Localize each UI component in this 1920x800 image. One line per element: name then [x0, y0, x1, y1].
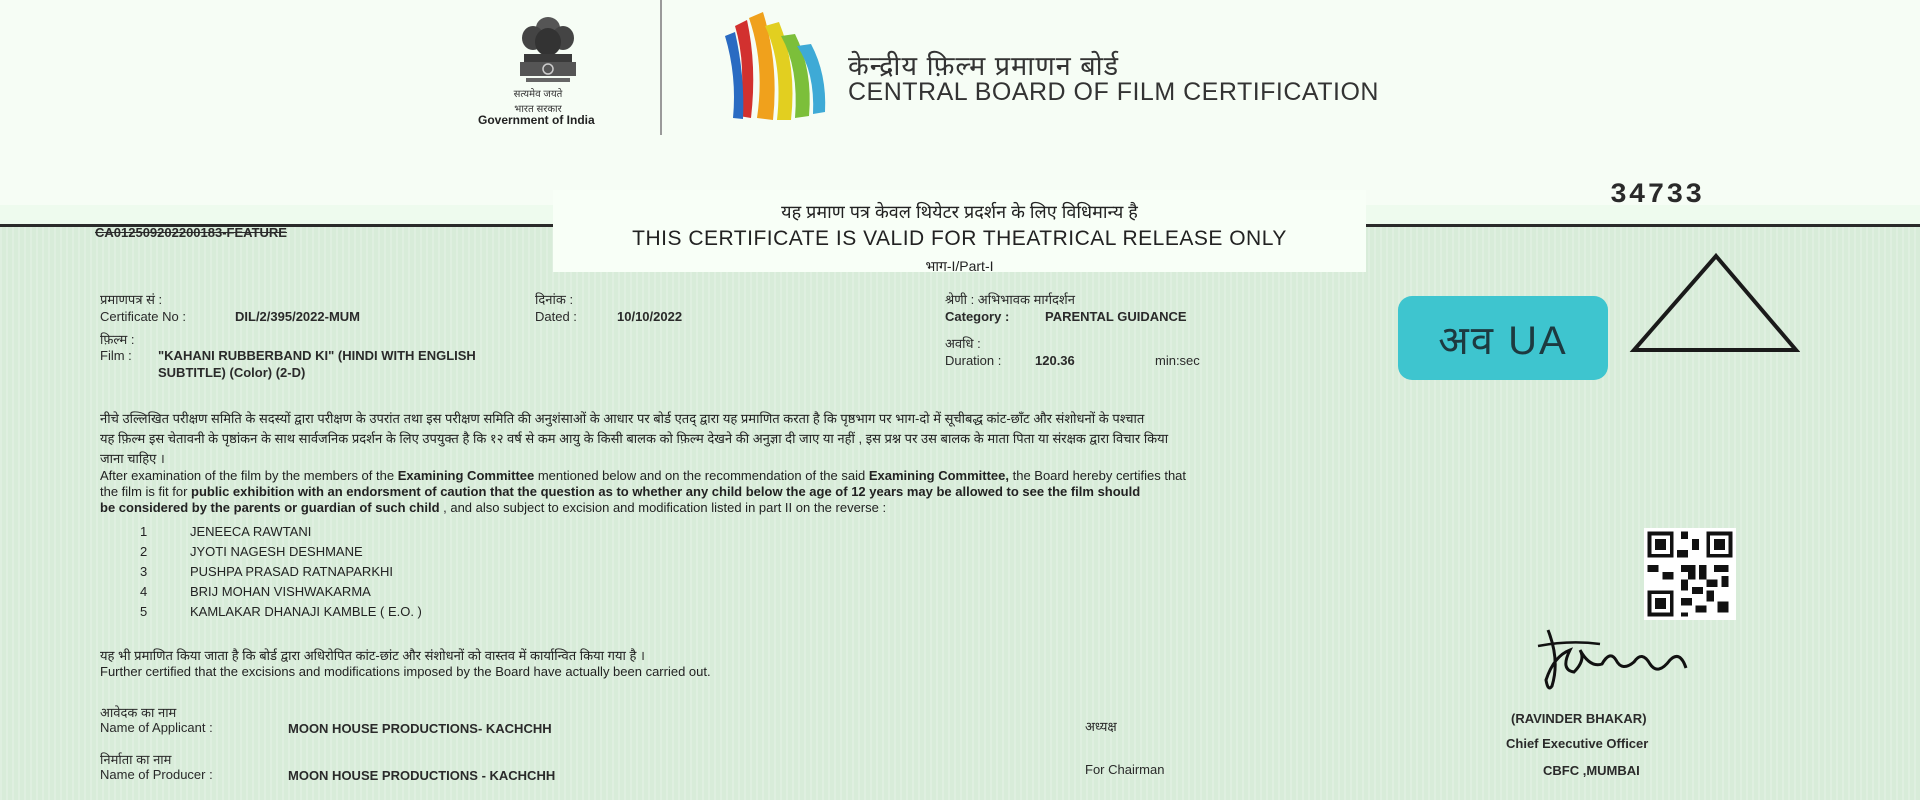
- duration-label: Duration :: [945, 353, 1002, 368]
- serial-number: 34733: [1610, 180, 1705, 211]
- producer-value: MOON HOUSE PRODUCTIONS - KACHCHH: [288, 768, 556, 783]
- reference-code: CA012509202200183-FEATURE: [95, 225, 287, 240]
- board-title-english: CENTRAL BOARD OF FILM CERTIFICATION: [848, 78, 1379, 106]
- triangle-symbol-icon: [1628, 252, 1800, 356]
- board-title-hindi: केन्द्रीय फ़िल्म प्रमाणन बोर्ड: [848, 51, 1120, 81]
- duration-unit: min:sec: [1155, 353, 1200, 368]
- applicant-value: MOON HOUSE PRODUCTIONS- KACHCHH: [288, 721, 552, 736]
- committee-member-num: 4: [140, 584, 148, 599]
- producer-label-hindi: निर्माता का नाम: [100, 752, 172, 767]
- committee-member-name: PUSHPA PRASAD RATNAPARKHI: [190, 564, 393, 579]
- film-label: Film :: [100, 348, 132, 363]
- category-value: PARENTAL GUIDANCE: [1045, 309, 1187, 324]
- dated-value: 10/10/2022: [617, 309, 683, 324]
- government-of-india: Government of India: [478, 113, 595, 127]
- hindi-paragraph-line3: जाना चाहिए ।: [100, 451, 165, 466]
- duration-label-hindi: अवधि :: [945, 336, 981, 351]
- committee-member-num: 2: [140, 544, 148, 559]
- government-hindi: भारत सरकार: [514, 104, 562, 115]
- emblem-motto: सत्यमेव जयते: [513, 89, 563, 100]
- notice-part: भाग-I/Part-I: [925, 258, 994, 274]
- committee-member-name: JYOTI NAGESH DESHMANE: [190, 544, 363, 559]
- category-label: Category :: [945, 309, 1010, 324]
- hindi-paragraph-line1: नीचे उल्लिखित परीक्षण समिति के सदस्यों द्वारा परीक्षण के उपरांत तथा इस परीक्षण समिति की अनुशंसाओं के आधार पर बोर्ड एतद् द्वारा यह प्रमाणित करता है कि पृष्ठभाग पर भाग-दो में सूचीबद्ध कांट-छाँट और संशोधनों के पश्चात: [100, 411, 1145, 426]
- signatory-name: (RAVINDER BHAKAR): [1511, 711, 1647, 726]
- divider-line-right: [1366, 224, 1920, 227]
- further-certified-english: Further certified that the excisions and modifications imposed by the Board have actually been carried out.: [100, 664, 711, 679]
- committee-member-num: 1: [140, 524, 148, 539]
- ua-rating-badge: अव UA: [1398, 296, 1608, 380]
- chairman-hindi: अध्यक्ष: [1085, 719, 1117, 734]
- committee-member-num: 3: [140, 564, 148, 579]
- signatory-title: Chief Executive Officer: [1506, 736, 1649, 751]
- signature-image: [1530, 620, 1710, 695]
- english-paragraph-line3: be considered by the parents or guardian of such child , and also subject to excision and modification listed in part II on the reverse :: [100, 500, 887, 515]
- producer-label: Name of Producer :: [100, 767, 213, 782]
- applicant-label-hindi: आवेदक का नाम: [100, 705, 177, 720]
- certificate-no-label-hindi: प्रमाणपत्र सं :: [100, 292, 163, 307]
- film-title-line1: "KAHANI RUBBERBAND KI" (HINDI WITH ENGLISH: [158, 348, 476, 363]
- further-certified-hindi: यह भी प्रमाणित किया जाता है कि बोर्ड द्वारा अधिरोपित कांट-छांट और संशोधनों को वास्तव में कार्यान्वित किया गया है ।: [100, 648, 645, 663]
- header-divider: [660, 0, 662, 135]
- committee-member-name: BRIJ MOHAN VISHWAKARMA: [190, 584, 371, 599]
- certificate-no-value: DIL/2/395/2022-MUM: [235, 309, 360, 324]
- qr-code-icon: [1644, 528, 1736, 620]
- theatrical-notice-box: [553, 190, 1366, 272]
- hindi-paragraph-line2: यह फ़िल्म इस चेतावनी के पृष्ठांकन के साथ सार्वजनिक प्रदर्शन के लिए उपयुक्त है कि १२ वर्ष से कम आयु के किसी बालक को फ़िल्म देखने की अनुज्ञा दी जाए या नहीं , इस प्रश्न पर उस बालक के माता पिता या संरक्षक द्वारा विचार किया: [100, 431, 1169, 446]
- signatory-office: CBFC ,MUMBAI: [1543, 763, 1640, 778]
- dated-label: Dated :: [535, 309, 577, 324]
- film-title-line2: SUBTITLE) (Color) (2-D): [158, 365, 306, 380]
- dated-label-hindi: दिनांक :: [535, 292, 574, 307]
- for-chairman: For Chairman: [1085, 762, 1165, 777]
- applicant-label: Name of Applicant :: [100, 720, 213, 735]
- notice-hindi: यह प्रमाण पत्र केवल थियेटर प्रदर्शन के लिए विधिमान्य है: [781, 202, 1138, 222]
- english-paragraph-line2: the film is fit for public exhibition with an endorsment of caution that the question as to whether any child below the age of 12 years may be allowed to see the film should: [100, 484, 1141, 499]
- english-paragraph-line1: After examination of the film by the members of the Examining Committee mentioned below and on the recommendation of the said Examining Committee, the Board hereby certifies that: [100, 468, 1187, 483]
- committee-member-name: JENEECA RAWTANI: [190, 524, 312, 539]
- certificate-no-label: Certificate No :: [100, 309, 186, 324]
- cbfc-logo-icon: [715, 6, 835, 130]
- film-label-hindi: फ़िल्म :: [100, 332, 135, 347]
- category-label-hindi: श्रेणी : अभिभावक मार्गदर्शन: [945, 292, 1075, 307]
- notice-english: THIS CERTIFICATE IS VALID FOR THEATRICAL RELEASE ONLY: [632, 227, 1287, 250]
- committee-member-num: 5: [140, 604, 148, 619]
- committee-member-name: KAMLAKAR DHANAJI KAMBLE ( E.O. ): [190, 604, 422, 619]
- duration-value: 120.36: [1035, 353, 1075, 368]
